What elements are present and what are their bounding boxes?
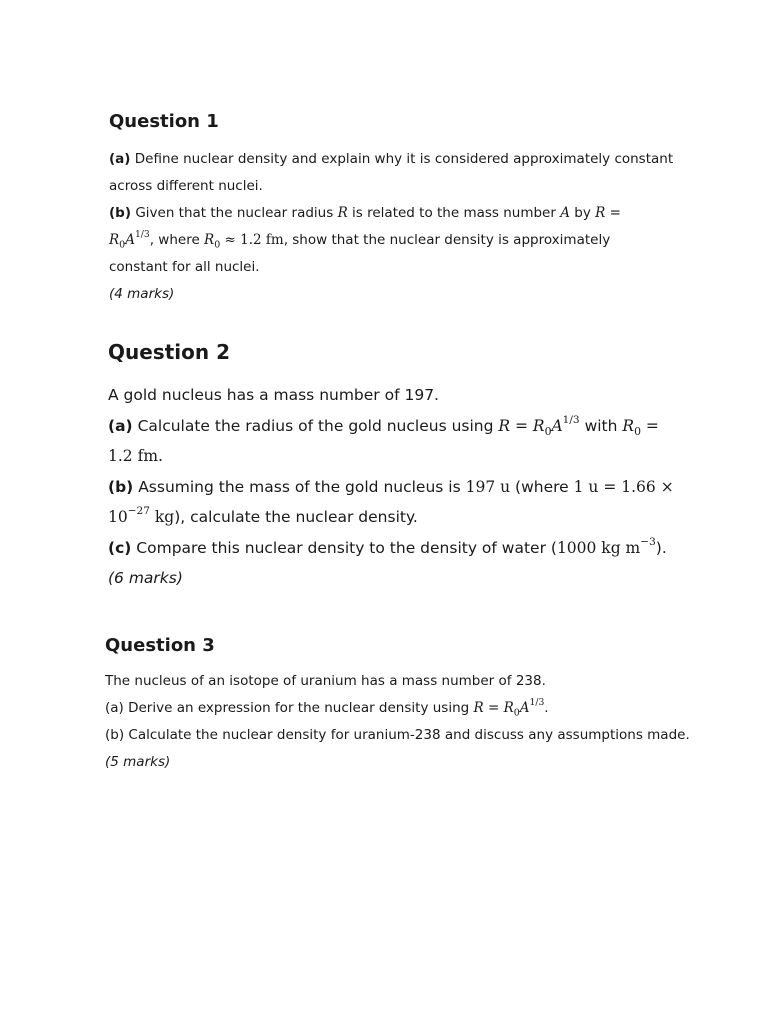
- question-1: [109, 110, 673, 308]
- math-R: R: [337, 205, 348, 221]
- question-2-part-a-line-2: [108, 441, 674, 472]
- question-1-part-a-line-1: [109, 146, 673, 173]
- question-3-marks: (5 marks): [105, 754, 171, 770]
- question-3-part-a-line: (a) Derive an expression for the nuclear density using $R = R_0A^{1/3}$.: [105, 697, 549, 719]
- question-2-part-a-line-1: (a) Calculate the radius of the gold nucleus using $R = R_0A^{1/3}$ with $R_0$ =: [108, 413, 659, 438]
- part-a-text: Define nuclear density and explain why it is considered approximately constant: [134, 151, 674, 167]
- math-R0-value: 1.2 fm.: [108, 447, 163, 465]
- question-1-part-b-line-3: constant for all nuclei.: [109, 259, 260, 275]
- question-1-title: Question 1: [109, 111, 219, 132]
- question-1-part-b-line-1: (b) Given that the nuclear radius R is related to the mass number A by R =: [109, 205, 621, 221]
- question-2-part-b-line-1: (b) Assuming the mass of the gold nucleus is 197 u (where 1 u = 1.66 ×: [108, 477, 674, 496]
- math-R-equals: R =: [595, 205, 621, 221]
- question-2-title: Question 2: [108, 340, 230, 364]
- question-1-part-a-line-2: across different nuclei.: [109, 178, 263, 194]
- math-R0-equals: $R_0$ =: [622, 416, 659, 438]
- question-2-marks: (6 marks): [108, 569, 183, 587]
- part-b-label: (b): [109, 205, 132, 221]
- part-a-label: (a): [105, 700, 124, 716]
- math-1u-equals: 1 u = 1.66 ×: [573, 477, 674, 496]
- part-b-label: (b): [105, 727, 125, 743]
- part-a-label: (a): [108, 416, 133, 435]
- math-water-density: 1000 kg $m^{-3}$: [556, 535, 656, 557]
- question-3-intro: The nucleus of an isotope of uranium has a mass number of 238.: [105, 673, 546, 689]
- question-1-marks: (4 marks): [109, 286, 175, 302]
- question-3-title: Question 3: [105, 635, 215, 656]
- question-2: [108, 338, 674, 594]
- question-2-part-c-line: (c) Compare this nuclear density to the density of water (1000 kg $m^{-3}$).: [108, 535, 667, 557]
- math-A: A: [560, 205, 570, 221]
- part-b-label: (b): [108, 477, 134, 496]
- math-mass-197u: 197 u: [465, 477, 511, 496]
- math-R0-A13: $R_0A^{1/3}$: [109, 229, 150, 251]
- part-c-label: (c): [108, 538, 132, 557]
- question-3-part-b-line: (b) Calculate the nuclear density for uranium-238 and discuss any assumptions made.: [105, 727, 690, 743]
- math-R-formula: $R = R_0A^{1/3}$: [498, 413, 580, 438]
- question-3: [105, 634, 690, 776]
- question-2-part-b-line-2: $10^{-27}$ kg), calculate the nuclear density.: [108, 505, 418, 526]
- math-R-formula: $R = R_0A^{1/3}$: [473, 697, 545, 719]
- question-1-part-b-line-2: $R_0A^{1/3}$, where $R_0 \approx 1.2$ fm, show that the nuclear density is approximately: [109, 229, 611, 251]
- math-10-power: $10^{-27}$ kg: [108, 505, 175, 526]
- part-a-label: (a): [109, 151, 131, 167]
- math-R0-value: $R_0 \approx 1.2$ fm: [204, 232, 284, 251]
- question-2-intro: A gold nucleus has a mass number of 197.: [108, 386, 439, 404]
